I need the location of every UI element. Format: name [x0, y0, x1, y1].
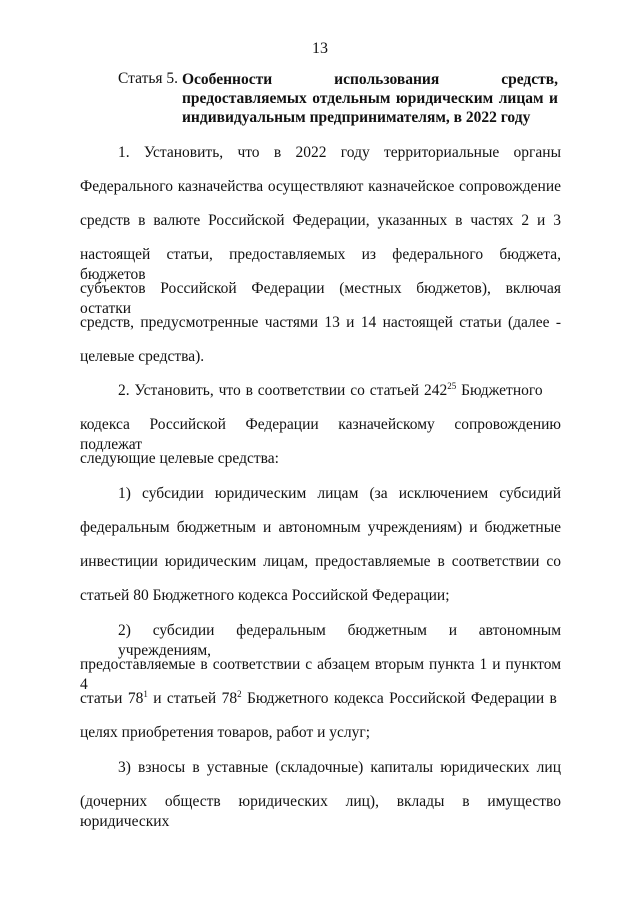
paragraph-line	[80, 689, 561, 709]
paragraph-line: статьей 80 Бюджетного кодекса Российской Федерации;	[80, 587, 450, 604]
page-number: 13	[312, 40, 328, 57]
article-title: Особенности использования средств, предоставляемых отдельным юридическим лицам и индивидуальным предпринимателям, в 2022 году	[182, 71, 558, 126]
paragraph-line: целях приобретения товаров, работ и услуг;	[80, 724, 371, 741]
paragraph-line: субъектов Российской Федерации (местных бюджетов), включая остатки	[80, 280, 561, 317]
paragraph-line: следующие целевые средства:	[80, 450, 279, 467]
article-label: Статья 5.	[118, 70, 179, 87]
paragraph-line: 3) взносы в уставные (складочные) капиталы юридических лиц	[118, 759, 561, 776]
paragraph-line: федеральным бюджетным и автономным учреждениям) и бюджетные	[80, 519, 561, 536]
superscript: 2	[237, 689, 242, 699]
paragraph-line	[118, 381, 561, 401]
paragraph-line: средств, предусмотренные частями 13 и 14 настоящей статьи (далее -	[80, 314, 561, 331]
line-text: статьи 78	[80, 690, 144, 707]
paragraph-line: Федерального казначейства осуществляют казначейское сопровождение	[80, 178, 561, 195]
line-text: Бюджетного	[456, 382, 543, 399]
paragraph-line: предоставляемые в соответствии с абзацем вторым пункта 1 и пунктом 4	[80, 656, 561, 693]
paragraph-line: настоящей статьи, предоставляемых из федерального бюджета, бюджетов	[80, 246, 561, 283]
paragraph-line: 1) субсидии юридическим лицам (за исключением субсидий	[118, 485, 561, 502]
paragraph-line: средств в валюте Российской Федерации, указанных в частях 2 и 3	[80, 212, 561, 229]
superscript: 1	[143, 689, 148, 699]
paragraph-line: целевые средства).	[80, 348, 205, 365]
paragraph-line: инвестиции юридическим лицам, предоставляемые в соответствии со	[80, 553, 561, 570]
line-text: 2. Установить, что в соответствии со статьей 242	[118, 382, 448, 399]
paragraph-line: кодекса Российской Федерации казначейскому сопровождению подлежат	[80, 416, 561, 453]
paragraph-line: (дочерних обществ юридических лиц), вклады в имущество юридических	[80, 793, 561, 830]
superscript: 25	[447, 381, 457, 391]
line-text: и статьей 78	[147, 690, 238, 707]
paragraph-line: 2) субсидии федеральным бюджетным и автономным учреждениям,	[118, 622, 561, 659]
line-text: Бюджетного кодекса Российской Федерации в	[241, 690, 557, 707]
paragraph-line: 1. Установить, что в 2022 году территориальные органы	[118, 144, 561, 161]
